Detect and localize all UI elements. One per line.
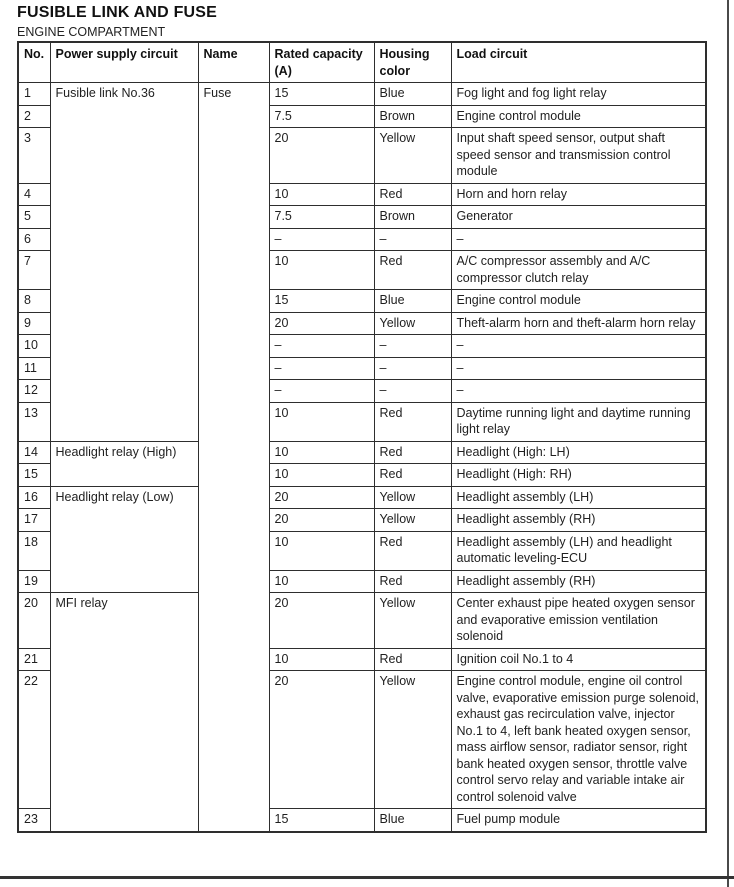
cell-housing-color: Red — [374, 570, 451, 593]
column-header-power-supply-circuit: Power supply circuit — [50, 42, 198, 83]
cell-housing-color: – — [374, 357, 451, 380]
cell-load-circuit: Engine control module, engine oil control valve, evaporative emission purge solenoid, exhaust gas recirculation valve, injector No.1 to 4, left bank heated oxygen sensor, mass airflow sensor, radiator sensor, right bank heated oxygen sensor, throttle valve control servo relay and variable intake air control solenoid valve — [451, 671, 706, 809]
cell-rated-capacity: 20 — [269, 128, 374, 184]
cell-rated-capacity: 20 — [269, 312, 374, 335]
column-header-housing-color: Housing color — [374, 42, 451, 83]
cell-housing-color: Blue — [374, 290, 451, 313]
cell-no: 15 — [18, 464, 50, 487]
cell-housing-color: Red — [374, 531, 451, 570]
cell-no: 13 — [18, 402, 50, 441]
cell-load-circuit: Ignition coil No.1 to 4 — [451, 648, 706, 671]
cell-housing-color: – — [374, 228, 451, 251]
page-title: FUSIBLE LINK AND FUSE — [17, 4, 218, 21]
cell-no: 17 — [18, 509, 50, 532]
cell-rated-capacity: 15 — [269, 290, 374, 313]
cell-no: 5 — [18, 206, 50, 229]
cell-housing-color: Brown — [374, 206, 451, 229]
cell-load-circuit: Headlight (High: RH) — [451, 464, 706, 487]
cell-rated-capacity: 10 — [269, 531, 374, 570]
cell-no: 12 — [18, 380, 50, 403]
page-bottom-border-line — [0, 876, 734, 879]
cell-load-circuit: A/C compressor assembly and A/C compressor clutch relay — [451, 251, 706, 290]
cell-power-supply-circuit: MFI relay — [50, 593, 198, 832]
cell-no: 11 — [18, 357, 50, 380]
cell-rated-capacity: 10 — [269, 183, 374, 206]
column-header-name: Name — [198, 42, 269, 83]
cell-rated-capacity: 20 — [269, 486, 374, 509]
cell-load-circuit: Fog light and fog light relay — [451, 83, 706, 106]
cell-no: 21 — [18, 648, 50, 671]
cell-name: Fuse — [198, 83, 269, 832]
cell-load-circuit: – — [451, 380, 706, 403]
cell-load-circuit: Horn and horn relay — [451, 183, 706, 206]
cell-load-circuit: – — [451, 357, 706, 380]
table-row — [18, 486, 706, 509]
cell-rated-capacity: – — [269, 357, 374, 380]
cell-load-circuit: Center exhaust pipe heated oxygen sensor and evaporative emission ventilation solenoid — [451, 593, 706, 649]
cell-rated-capacity: 7.5 — [269, 206, 374, 229]
cell-rated-capacity: – — [269, 380, 374, 403]
cell-no: 23 — [18, 809, 50, 832]
cell-rated-capacity: 15 — [269, 83, 374, 106]
cell-no: 2 — [18, 105, 50, 128]
cell-no: 18 — [18, 531, 50, 570]
cell-power-supply-circuit: Fusible link No.36 — [50, 83, 198, 442]
fusible-link-fuse-table — [17, 41, 707, 833]
cell-housing-color: Yellow — [374, 593, 451, 649]
fuse-table-body — [18, 83, 706, 832]
cell-load-circuit: – — [451, 228, 706, 251]
cell-no: 6 — [18, 228, 50, 251]
cell-rated-capacity: – — [269, 228, 374, 251]
cell-load-circuit: Input shaft speed sensor, output shaft speed sensor and transmission control module — [451, 128, 706, 184]
table-header-row — [18, 42, 706, 83]
cell-rated-capacity: 15 — [269, 809, 374, 832]
table-row — [18, 441, 706, 464]
column-header-no: No. — [18, 42, 50, 83]
cell-rated-capacity: 10 — [269, 648, 374, 671]
cell-housing-color: Red — [374, 464, 451, 487]
cell-rated-capacity: 10 — [269, 402, 374, 441]
cell-rated-capacity: 10 — [269, 464, 374, 487]
cell-no: 8 — [18, 290, 50, 313]
cell-load-circuit: Headlight assembly (RH) — [451, 570, 706, 593]
cell-power-supply-circuit: Headlight relay (Low) — [50, 486, 198, 593]
cell-load-circuit: – — [451, 335, 706, 358]
cell-load-circuit: Theft-alarm horn and theft-alarm horn relay — [451, 312, 706, 335]
cell-rated-capacity: 10 — [269, 570, 374, 593]
cell-housing-color: Yellow — [374, 671, 451, 809]
cell-housing-color: Brown — [374, 105, 451, 128]
cell-no: 4 — [18, 183, 50, 206]
cell-rated-capacity: 20 — [269, 509, 374, 532]
cell-housing-color: Yellow — [374, 312, 451, 335]
cell-housing-color: Red — [374, 183, 451, 206]
cell-housing-color: – — [374, 335, 451, 358]
page-right-border-line — [727, 0, 729, 887]
cell-load-circuit: Headlight assembly (LH) — [451, 486, 706, 509]
cell-no: 9 — [18, 312, 50, 335]
cell-no: 20 — [18, 593, 50, 649]
cell-load-circuit: Fuel pump module — [451, 809, 706, 832]
cell-no: 7 — [18, 251, 50, 290]
cell-housing-color: Yellow — [374, 486, 451, 509]
cell-rated-capacity: 10 — [269, 441, 374, 464]
cell-no: 10 — [18, 335, 50, 358]
column-header-rated-capacity: Rated capacity (A) — [269, 42, 374, 83]
cell-housing-color: Red — [374, 402, 451, 441]
cell-no: 1 — [18, 83, 50, 106]
cell-no: 22 — [18, 671, 50, 809]
cell-no: 3 — [18, 128, 50, 184]
cell-housing-color: Red — [374, 648, 451, 671]
cell-housing-color: Blue — [374, 83, 451, 106]
cell-housing-color: – — [374, 380, 451, 403]
cell-load-circuit: Engine control module — [451, 290, 706, 313]
cell-load-circuit: Headlight assembly (RH) — [451, 509, 706, 532]
cell-load-circuit: Headlight assembly (LH) and headlight automatic leveling-ECU — [451, 531, 706, 570]
cell-no: 16 — [18, 486, 50, 509]
cell-power-supply-circuit: Headlight relay (High) — [50, 441, 198, 486]
cell-load-circuit: Engine control module — [451, 105, 706, 128]
cell-rated-capacity: 10 — [269, 251, 374, 290]
page-subtitle: ENGINE COMPARTMENT — [17, 25, 166, 39]
cell-rated-capacity: 7.5 — [269, 105, 374, 128]
column-header-load-circuit: Load circuit — [451, 42, 706, 83]
cell-load-circuit: Daytime running light and daytime running light relay — [451, 402, 706, 441]
cell-no: 19 — [18, 570, 50, 593]
cell-rated-capacity: 20 — [269, 671, 374, 809]
cell-rated-capacity: – — [269, 335, 374, 358]
cell-rated-capacity: 20 — [269, 593, 374, 649]
cell-load-circuit: Headlight (High: LH) — [451, 441, 706, 464]
cell-housing-color: Red — [374, 441, 451, 464]
cell-load-circuit: Generator — [451, 206, 706, 229]
cell-housing-color: Red — [374, 251, 451, 290]
cell-housing-color: Blue — [374, 809, 451, 832]
cell-no: 14 — [18, 441, 50, 464]
cell-housing-color: Yellow — [374, 128, 451, 184]
table-row — [18, 83, 706, 106]
cell-housing-color: Yellow — [374, 509, 451, 532]
table-row — [18, 593, 706, 649]
